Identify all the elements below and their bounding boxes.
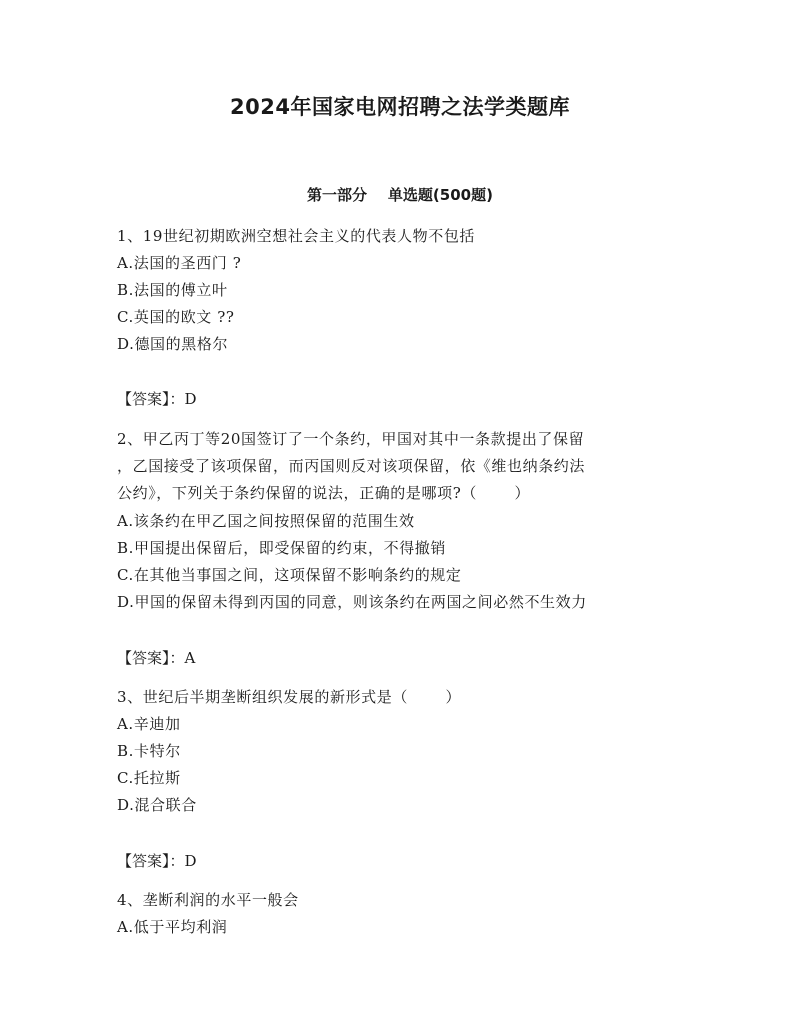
- question-2-stem-line-3: 公约》，下列关于条约保留的说法，正确的是哪项?（ ）: [117, 484, 531, 502]
- question-4-stem: 4、垄断利润的水平一般会: [117, 891, 299, 909]
- question-4-option-a: A.低于平均利润: [117, 918, 228, 936]
- question-2-option-b: B.甲国提出保留后，即受保留的约束，不得撤销: [117, 539, 446, 557]
- question-2-stem-line-2: ，乙国接受了该项保留，而丙国则反对该项保留，依《维也纳条约法: [117, 457, 586, 475]
- question-2-stem-line-1: 2、甲乙丙丁等20国签订了一个条约，甲国对其中一条款提出了保留: [117, 430, 585, 448]
- question-1-answer: 【答案】：D: [117, 390, 197, 408]
- question-1-option-a: A.法国的圣西门 ?: [117, 254, 242, 272]
- question-2-option-d: D.甲国的保留未得到丙国的同意，则该条约在两国之间必然不生效力: [117, 593, 587, 611]
- question-3-option-d: D.混合联合: [117, 796, 197, 814]
- question-2-option-c: C.在其他当事国之间，这项保留不影响条约的规定: [117, 566, 462, 584]
- section-heading: 第一部分 单选题(500题): [307, 186, 493, 204]
- question-3-option-c: C.托拉斯: [117, 769, 181, 787]
- question-1-stem: 1、19世纪初期欧洲空想社会主义的代表人物不包括: [117, 227, 476, 245]
- question-1-option-d: D.德国的黑格尔: [117, 335, 229, 353]
- question-3-stem: 3、世纪后半期垄断组织发展的新形式是（ ）: [117, 688, 462, 706]
- question-2-option-a: A.该条约在甲乙国之间按照保留的范围生效: [117, 512, 415, 530]
- page-title: 2024年国家电网招聘之法学类题库: [230, 95, 570, 119]
- question-1-option-b: B.法国的傅立叶: [117, 281, 228, 299]
- question-1-option-c: C.英国的欧文 ??: [117, 308, 235, 326]
- question-3-option-a: A.辛迪加: [117, 715, 181, 733]
- question-3-answer: 【答案】：D: [117, 852, 197, 870]
- question-2-answer: 【答案】：A: [117, 649, 196, 667]
- question-3-option-b: B.卡特尔: [117, 742, 181, 760]
